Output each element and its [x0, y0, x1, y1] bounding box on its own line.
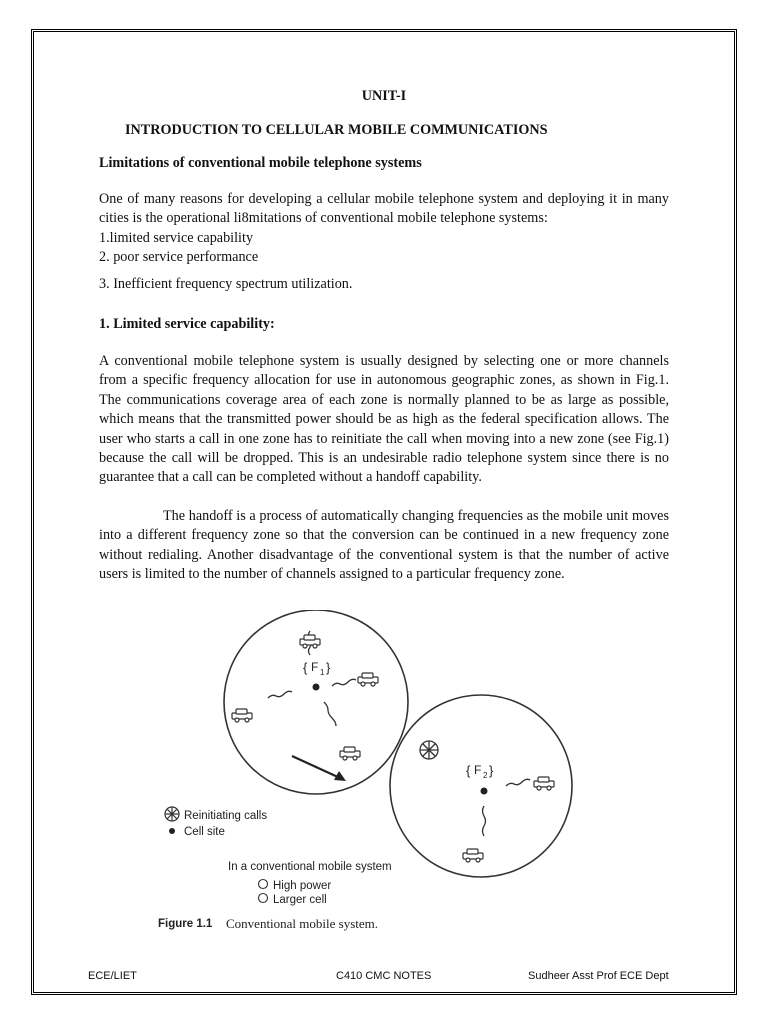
legend-system-label: In a conventional mobile system	[228, 861, 392, 873]
svg-text:F: F	[311, 660, 319, 674]
handoff-arrow	[292, 756, 346, 781]
svg-text:{: {	[466, 763, 471, 778]
intro-paragraph: One of many reasons for developing a cellular mobile telephone system and deploying it in many cities is the operational li8mitations of conventional mobile telephone systems:	[99, 191, 669, 227]
footer-right: Sudheer Asst Prof ECE Dept	[528, 970, 669, 982]
legend-larger-cell-label: Larger cell	[273, 894, 327, 906]
svg-text:{: {	[303, 660, 308, 675]
legend-high-power-circle	[259, 880, 268, 889]
document-title: INTRODUCTION TO CELLULAR MOBILE COMMUNICATIONS	[125, 122, 548, 138]
car-bottom	[340, 747, 360, 760]
figure-caption-number: Figure 1.1	[158, 918, 213, 930]
radio-link-bottom	[324, 702, 336, 726]
legend-cell-site-dot	[169, 828, 175, 834]
legend-reinitiating	[165, 807, 179, 821]
reinitiating-call-icon	[420, 741, 438, 759]
radio-link-right	[332, 679, 356, 686]
svg-text:F: F	[474, 763, 482, 777]
figure-conventional-mobile-system	[120, 610, 590, 945]
subheading-limited-service: 1. Limited service capability:	[99, 316, 275, 332]
list-item-2: 2. poor service performance	[99, 249, 259, 265]
page-footer	[0, 970, 768, 986]
footer-center: C410 CMC NOTES	[336, 970, 432, 982]
paragraph-2: The handoff is a process of automatically changing frequencies as the mobile unit moves into a different frequency zone so that the conversion can be continued in a new frequency zone without redialing. Another disadvantage of the conventional system is that the number of active users is limited to the number of channels assigned to a particular frequency zone.	[99, 508, 669, 583]
list-item-1: 1.limited service capability	[99, 230, 254, 246]
svg-text:}: }	[326, 660, 331, 675]
paragraph-1: A conventional mobile telephone system is usually designed by selecting one or more channels from a specific frequency allocation for use in autonomous geographic zones, as shown in Fig.1. The communications coverage area of each zone is normally planned to be as large as possible, which means that the transmitted power should be as high as the federal specification allows. The user who starts a call in one zone has to reinitiate the call when moving into a new zone (see Fig.1) because the call will be dropped. This is an undesirable radio telephone system since there is no guarantee that a call can be completed without a handoff capability.	[99, 353, 669, 486]
list-item-3: 3. Inefficient frequency spectrum utilization.	[99, 276, 353, 292]
legend-larger-cell-circle	[259, 894, 268, 903]
cell-site-f1-dot	[313, 684, 320, 691]
car-f2-right	[534, 777, 554, 790]
section-heading: Limitations of conventional mobile telephone systems	[99, 155, 422, 171]
figure-diagram	[120, 610, 590, 945]
svg-text:1: 1	[320, 668, 325, 677]
frequency-label-f2	[466, 763, 494, 780]
legend-high-power-label: High power	[273, 880, 332, 892]
radio-link-left	[268, 691, 292, 698]
legend-reinitiating-label: Reinitiating calls	[184, 810, 268, 822]
figure-caption-text: Conventional mobile system.	[226, 916, 379, 931]
frequency-label-f1	[303, 660, 331, 677]
car-f2-bottom	[463, 849, 483, 862]
unit-heading: UNIT-I	[361, 88, 407, 104]
radio-link-f2-bottom	[483, 806, 486, 836]
car-left	[232, 709, 252, 722]
car-right	[358, 673, 378, 686]
footer-left: ECE/LIET	[88, 970, 137, 982]
cell-site-f2-dot	[481, 788, 488, 795]
svg-text:2: 2	[483, 771, 488, 780]
radio-link-f2-right	[506, 779, 530, 786]
svg-text:}: }	[489, 763, 494, 778]
legend-cell-site-label: Cell site	[184, 826, 225, 838]
